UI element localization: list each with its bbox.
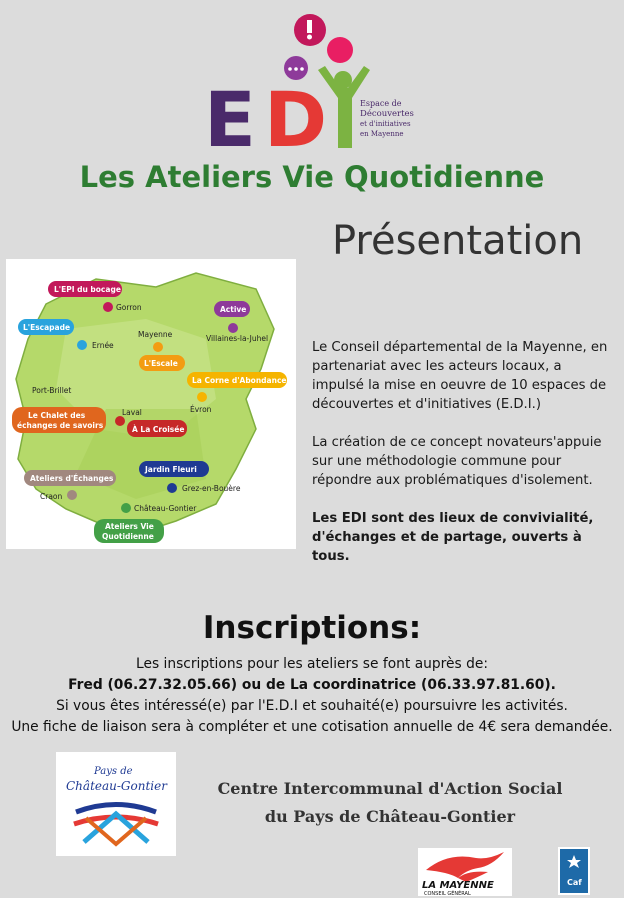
- map-label-escapade: L'Escapade: [23, 323, 71, 332]
- inscriptions-line-1: Les inscriptions pour les ateliers se font auprès de:: [136, 656, 488, 672]
- inscriptions-line-3: Si vous êtes intéressé(e) par l'E.D.I et souhaité(e) poursuivre les activités.: [56, 698, 568, 714]
- presentation-heading: Présentation: [332, 218, 584, 264]
- logo-letter-d: D: [264, 75, 328, 158]
- presentation-highlight: Les EDI sont des lieux de convivialité, d'échanges et de partage, ouverts à tous.: [312, 511, 594, 564]
- town-chateau-gontier: Château-Gontier: [134, 504, 197, 513]
- map-label-chalet-1: Le Chalet des: [28, 411, 86, 420]
- town-port-brillet: Port-Brillet: [32, 386, 72, 395]
- logo-letter-e: E: [204, 75, 256, 158]
- inscriptions-contacts: Fred (06.27.32.05.66) ou de La coordinatrice (06.33.97.81.60).: [68, 677, 556, 693]
- caf-logo: [558, 847, 590, 895]
- map-label-corne: La Corne d'Abondance: [192, 376, 287, 385]
- presentation-paragraph-1: Le Conseil départemental de la Mayenne, en partenariat avec les acteurs locaux, a impulsé la mise en oeuvre de 10 espaces de découvertes et d'initiatives (E.D.I.): [312, 340, 608, 412]
- map-label-croisee: À La Croisée: [132, 425, 185, 434]
- town-gorron: Gorron: [116, 303, 142, 312]
- ciass-name: [185, 775, 595, 831]
- town-evron: Évron: [190, 405, 212, 414]
- map-label-chalet-2: échanges de savoirs: [17, 421, 104, 430]
- town-villaines: Villaines-la-Juhel: [206, 334, 269, 343]
- caf-logo-text: Caf: [567, 878, 582, 887]
- map-label-ateliers-echanges: Ateliers d'Échanges: [30, 474, 114, 483]
- page-title: Les Ateliers Vie Quotidienne: [79, 160, 545, 194]
- town-laval: Laval: [122, 408, 142, 417]
- mayenne-logo-title: LA MAYENNE: [422, 880, 494, 891]
- town-ernee: Ernée: [92, 341, 114, 350]
- map-label-avq-1: Ateliers Vie: [105, 522, 154, 531]
- presentation-text: [312, 338, 617, 585]
- inscriptions-text: [0, 654, 624, 738]
- mayenne-map: [6, 259, 296, 549]
- inscriptions-heading: Inscriptions:: [202, 610, 422, 646]
- ciass-line-2: du Pays de Château-Gontier: [264, 807, 516, 826]
- mayenne-logo-subtitle: CONSEIL GÉNÉRAL: [424, 891, 471, 896]
- presentation-paragraph-2: La création de ce concept novateurs'appuie sur une méthodologie commune pour répondre aux problématiques d'isolement.: [312, 435, 602, 488]
- map-label-avq-2: Quotidienne: [102, 532, 154, 541]
- ciass-line-1: Centre Intercommunal d'Action Social: [217, 779, 563, 798]
- cg-logo-line-2: Château-Gontier: [66, 779, 167, 793]
- town-mayenne: Mayenne: [138, 330, 173, 339]
- inscriptions-line-4: Une fiche de liaison sera à compléter et une cotisation annuelle de 4€ sera demandée.: [11, 719, 613, 735]
- cg-logo-line-1: Pays de: [94, 766, 133, 777]
- logo-tagline-4: en Mayenne: [360, 130, 404, 138]
- logo-tagline-3: et d'initiatives: [360, 120, 411, 128]
- map-label-epi: L'EPI du bocage: [54, 285, 121, 294]
- map-label-escale: L'Escale: [144, 359, 178, 368]
- town-grez: Grez-en-Bouère: [182, 484, 241, 493]
- logo-tagline-2: Découvertes: [360, 109, 414, 119]
- edi-logo: [200, 8, 430, 158]
- la-mayenne-logo: [418, 848, 512, 896]
- logo-tagline-1: Espace de: [360, 99, 402, 108]
- map-label-active: Active: [220, 305, 247, 314]
- pays-chateau-gontier-logo: [56, 752, 176, 856]
- town-craon: Craon: [40, 492, 63, 501]
- map-label-jardin: Jardin Fleuri: [145, 465, 197, 474]
